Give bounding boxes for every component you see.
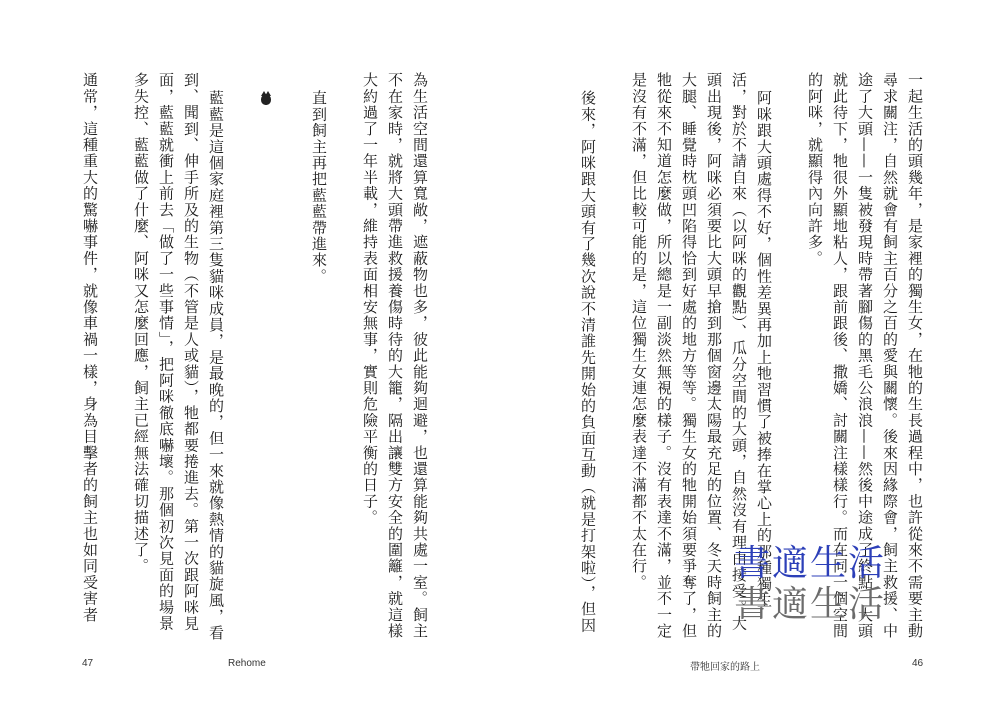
text-column: 直到飼主再把藍藍帶進來。 <box>310 90 328 285</box>
text-column: 到、聞到、伸手所及的生物（不管是人或貓），牠都要捲進去。第一次跟阿咪見 <box>182 72 200 632</box>
text-column: 阿咪跟大頭處得不好，個性差異再加上牠習慣了被捧在掌心上的那種獨生 <box>755 90 773 609</box>
text-column: 途了大頭——一隻被發現時帶著腳傷的黑毛公浪浪——然後中途成了終點，大頭 <box>856 72 874 639</box>
running-title: 帶牠回家的路上 <box>690 662 760 673</box>
page-number: 46 <box>912 658 924 669</box>
text-column: 多失控、藍藍做了什麼、阿咪又怎麼回應，飼主已經無法確切描述了。 <box>132 72 150 575</box>
text-column: 就此待下，牠很外顯地粘人，跟前跟後、撒嬌、討關注樣樣行。而在同一個空間 <box>831 72 849 639</box>
text-column: 大腿、睡覺時枕頭凹陷得恰到好處的地方等等。獨生女的牠開始須要爭奪了，但 <box>680 72 698 639</box>
cat-silhouette-icon <box>261 94 271 105</box>
text-column: 活，對於不請自來（以阿咪的觀點）、瓜分空間的大頭，自然沒有理由接受。大 <box>730 72 748 632</box>
text-column: 尋求關注，自然就會有飼主百分之百的愛與關懷。後來因緣際會，飼主救援、中 <box>881 72 899 639</box>
text-column: 面，藍藍就衝上前去「做了一些事情」，把阿咪徹底嚇壞。那個初次見面的場景 <box>157 72 175 632</box>
text-column: 後來，阿咪跟大頭有了幾次說不清誰先開始的負面互動（就是打架啦），但因 <box>579 90 597 634</box>
text-column: 是沒有不滿，但比較可能的是，這位獨生女連怎麼表達不滿都不太在行。 <box>630 72 648 591</box>
page-number: 47 <box>82 658 94 669</box>
text-column: 為生活空間還算寬敞，遮蔽物也多，彼此能夠迴避，也還算能夠共處一室。飼主 <box>411 72 429 639</box>
watermark-gray: 書適生活 <box>734 584 887 625</box>
running-title: Rehome <box>228 658 266 669</box>
text-column: 通常，這種重大的驚嚇事件，就像車禍一樣，身為目擊者的飼主也如同受害者 <box>81 72 99 623</box>
text-column: 一起生活的頭幾年，是家裡的獨生女，在牠的生長過程中，也許從來不需要主動 <box>906 72 924 639</box>
text-column: 大約過了一年半載，維持表面相安無事，實則危險平衡的日子。 <box>361 72 379 526</box>
text-column: 牠從來不知道怎麼做，所以總是一副淡然無視的樣子。沒有表達不滿，並不一定 <box>655 72 673 639</box>
text-column: 的阿咪，就顯得內向許多。 <box>806 72 824 267</box>
watermark-blue: 書適生活 <box>734 543 887 584</box>
text-column: 藍藍是這個家庭裡第三隻貓咪成員，是最晚的，但一來就像熱情的貓旋風，看 <box>207 90 225 641</box>
text-column: 不在家時，就將大頭帶進救援養傷時待的大籠，隔出讓雙方安全的圍籬，就這樣 <box>386 72 404 639</box>
text-column: 頭出現後，阿咪必須要比大頭早搶到那個窗邊太陽最充足的位置、冬天時飼主的 <box>705 72 723 639</box>
